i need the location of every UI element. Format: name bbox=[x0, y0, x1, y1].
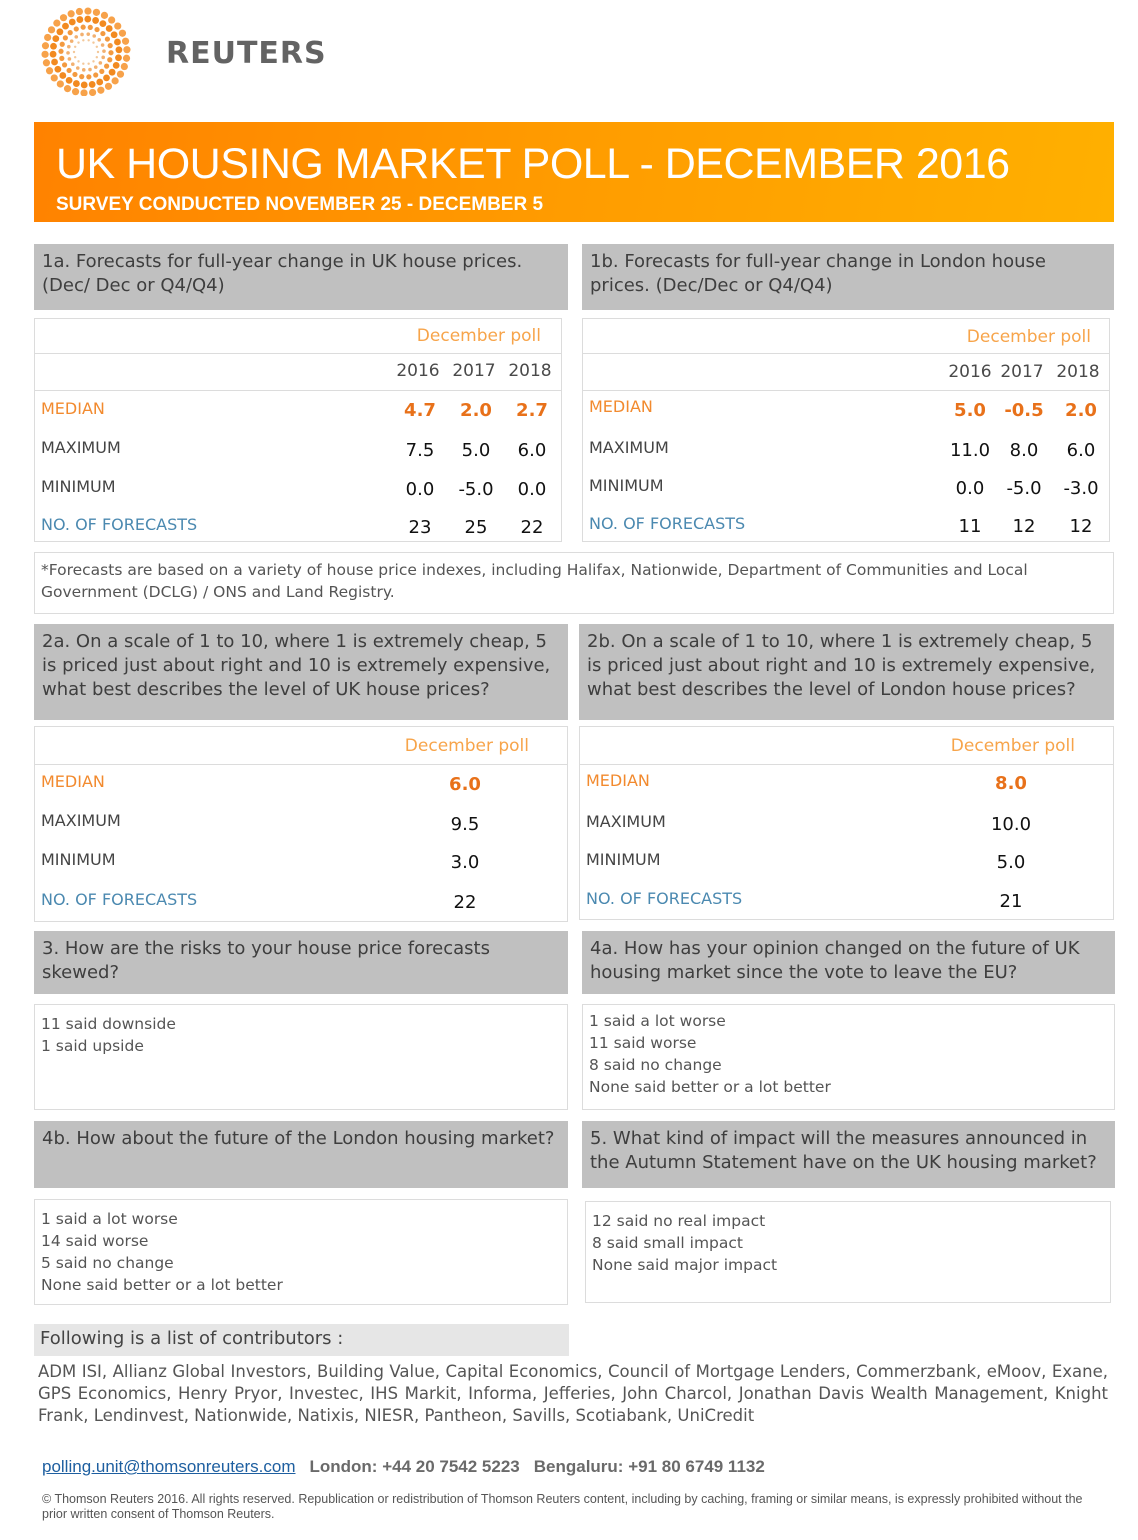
logo-dot bbox=[53, 20, 60, 27]
answers-4a bbox=[582, 1004, 1115, 1110]
minimum-value: -5.0 bbox=[1006, 478, 1042, 499]
question-2b: 2b. On a scale of 1 to 10, where 1 is extremely cheap, 5 is priced just about right and 10 is extremely expensive, what best describes the level of London house prices? bbox=[579, 624, 1114, 720]
logo-dot bbox=[97, 87, 104, 94]
logo-dot bbox=[69, 19, 76, 26]
answer-item: 11 said worse bbox=[589, 1034, 697, 1052]
answer-item: 14 said worse bbox=[41, 1232, 149, 1250]
logo-dot bbox=[81, 82, 88, 89]
reuters-logo-icon bbox=[36, 6, 136, 96]
logo-dot bbox=[71, 62, 75, 66]
maximum-value: 6.0 bbox=[1066, 440, 1096, 461]
maximum-value: 10.0 bbox=[990, 814, 1032, 835]
row-label-median: MEDIAN bbox=[589, 397, 653, 416]
question-2a: 2a. On a scale of 1 to 10, where 1 is extremely cheap, 5 is priced just about right and 10 is extremely expensive, what best describes the level of UK house prices? bbox=[34, 624, 568, 720]
logo-dot bbox=[92, 60, 94, 62]
logo-dot bbox=[64, 85, 71, 92]
row-label-minimum: MINIMUM bbox=[589, 476, 664, 495]
logo-dot bbox=[66, 77, 73, 84]
logo-dot bbox=[108, 16, 115, 23]
logo-dot bbox=[76, 8, 83, 15]
question-3: 3. How are the risks to your house price forecasts skewed? bbox=[34, 931, 568, 994]
count-value: 11 bbox=[958, 516, 982, 537]
logo-dot bbox=[77, 60, 79, 62]
answer-item: 1 said upside bbox=[41, 1037, 144, 1055]
maximum-value: 9.5 bbox=[450, 814, 480, 835]
logo-dot bbox=[84, 7, 91, 14]
logo-dot bbox=[74, 26, 79, 31]
logo-dot bbox=[68, 30, 73, 35]
logo-dot bbox=[112, 77, 119, 84]
logo-dot bbox=[74, 56, 76, 58]
contact-line bbox=[42, 1457, 765, 1477]
logo-dot bbox=[108, 50, 113, 55]
logo-dot bbox=[51, 74, 58, 81]
logo-dot bbox=[60, 14, 67, 21]
median-value: 5.0 bbox=[954, 400, 986, 421]
bengaluru-phone: Bengaluru: +91 80 6749 1132 bbox=[533, 1457, 765, 1476]
row-label-minimum: MINIMUM bbox=[586, 850, 661, 869]
forecast-footnote: *Forecasts are based on a variety of house price indexes, including Halifax, Nationwide, Department of Communities and Local Government (DCLG) / ONS and Land Registry. bbox=[34, 552, 1114, 614]
logo-dot bbox=[48, 26, 55, 33]
logo-dot bbox=[97, 51, 99, 53]
logo-dot bbox=[114, 22, 121, 29]
question-1a: 1a. Forecasts for full-year change in UK house prices. (Dec/ Dec or Q4/Q4) bbox=[34, 244, 568, 310]
logo-dot bbox=[101, 12, 108, 19]
logo-dot bbox=[46, 67, 53, 74]
count-value: 22 bbox=[520, 517, 544, 538]
answer-item: 1 said a lot worse bbox=[589, 1012, 726, 1030]
median-value: 6.0 bbox=[449, 774, 481, 795]
median-value: 4.7 bbox=[404, 400, 436, 421]
logo-dot bbox=[114, 39, 121, 46]
count-value: 12 bbox=[1069, 516, 1093, 537]
page-title: UK HOUSING MARKET POLL - DECEMBER 2016 bbox=[56, 140, 1010, 188]
logo-dot bbox=[44, 34, 51, 41]
answers-5 bbox=[585, 1201, 1111, 1303]
logo-dot bbox=[109, 69, 116, 76]
contributors-heading: Following is a list of contributors : bbox=[34, 1324, 569, 1356]
logo-dot bbox=[108, 43, 113, 48]
count-value: 22 bbox=[453, 892, 477, 913]
answer-item: None said better or a lot better bbox=[41, 1276, 283, 1294]
count-value: 21 bbox=[999, 891, 1023, 912]
logo-dot bbox=[66, 51, 70, 55]
minimum-value: 0.0 bbox=[955, 478, 985, 499]
count-value: 23 bbox=[408, 517, 432, 538]
logo-dot bbox=[101, 43, 105, 47]
logo-dot bbox=[123, 55, 130, 62]
year-header: 2016 bbox=[948, 362, 992, 382]
logo-dot bbox=[70, 39, 74, 43]
logo-dot bbox=[68, 10, 75, 17]
logo-dot bbox=[107, 57, 112, 62]
year-header: 2016 bbox=[396, 361, 440, 381]
row-label-minimum: MINIMUM bbox=[41, 850, 116, 869]
logo-dot bbox=[84, 16, 91, 23]
answer-item: None said better or a lot better bbox=[589, 1078, 831, 1096]
answers-3 bbox=[34, 1004, 568, 1110]
logo-dot bbox=[67, 45, 71, 49]
logo-dot bbox=[63, 35, 68, 40]
row-label-count: NO. OF FORECASTS bbox=[41, 890, 198, 909]
logo-dot bbox=[92, 17, 99, 24]
row-label-count: NO. OF FORECASTS bbox=[589, 514, 746, 533]
year-header: 2018 bbox=[508, 361, 552, 381]
row-label-count: NO. OF FORECASTS bbox=[41, 515, 198, 534]
answer-item: 12 said no real impact bbox=[592, 1212, 766, 1230]
logo-dot bbox=[51, 59, 58, 66]
logo-dot bbox=[60, 42, 65, 47]
answers-4b bbox=[34, 1199, 568, 1305]
row-label-maximum: MAXIMUM bbox=[589, 438, 669, 457]
logo-dot bbox=[93, 9, 100, 16]
answer-item: 1 said a lot worse bbox=[41, 1210, 178, 1228]
logo-dot bbox=[43, 59, 50, 66]
logo-dot bbox=[62, 62, 67, 67]
logo-dot bbox=[100, 31, 105, 36]
logo-dot bbox=[50, 43, 57, 50]
logo-dot bbox=[80, 89, 87, 96]
row-label-minimum: MINIMUM bbox=[41, 477, 116, 496]
logo-dot bbox=[123, 46, 130, 53]
median-value: 8.0 bbox=[995, 773, 1027, 794]
row-label-median: MEDIAN bbox=[586, 771, 650, 790]
maximum-value: 7.5 bbox=[405, 440, 435, 461]
logo-dot bbox=[113, 62, 120, 69]
maximum-value: 6.0 bbox=[517, 440, 547, 461]
median-value: 2.0 bbox=[460, 400, 492, 421]
logo-dot bbox=[73, 51, 75, 53]
logo-dot bbox=[92, 41, 94, 43]
table-2b bbox=[579, 726, 1114, 920]
logo-dot bbox=[88, 68, 92, 72]
logo-dot bbox=[104, 64, 109, 69]
table-1b bbox=[582, 318, 1110, 542]
logo-dot bbox=[93, 72, 98, 77]
maximum-value: 8.0 bbox=[1009, 440, 1039, 461]
row-label-median: MEDIAN bbox=[41, 399, 105, 418]
median-value: -0.5 bbox=[1004, 400, 1044, 421]
answer-item: 8 said small impact bbox=[592, 1234, 743, 1252]
question-4a: 4a. How has your opinion changed on the future of UK housing market since the vote to leave the EU? bbox=[582, 931, 1115, 994]
logo-dot bbox=[97, 38, 101, 42]
survey-dates: SURVEY CONDUCTED NOVEMBER 25 - DECEMBER 5 bbox=[56, 194, 544, 215]
row-label-count: NO. OF FORECASTS bbox=[586, 889, 743, 908]
logo-dot bbox=[79, 74, 84, 79]
logo-dot bbox=[111, 31, 118, 38]
london-phone: London: +44 20 7542 5223 bbox=[309, 1457, 520, 1476]
logo-dot bbox=[105, 36, 110, 41]
answer-item: None said major impact bbox=[592, 1256, 778, 1274]
count-value: 12 bbox=[1012, 516, 1036, 537]
logo-dot bbox=[82, 68, 86, 72]
logo-dot bbox=[89, 89, 96, 96]
logo-dot bbox=[77, 41, 79, 43]
answer-item: 11 said downside bbox=[41, 1015, 176, 1033]
logo-dot bbox=[86, 74, 91, 79]
row-label-maximum: MAXIMUM bbox=[41, 811, 121, 830]
logo-dot bbox=[66, 68, 71, 73]
logo-dot bbox=[96, 46, 98, 48]
answer-item: 8 said no change bbox=[589, 1056, 722, 1074]
logo-dot bbox=[102, 49, 106, 53]
logo-dot bbox=[105, 83, 112, 90]
logo-dot bbox=[73, 80, 80, 87]
poll-label: December poll bbox=[416, 326, 541, 346]
logo-dot bbox=[68, 57, 72, 61]
logo-dot bbox=[122, 38, 129, 45]
reuters-logo bbox=[36, 6, 336, 96]
answer-item: 5 said no change bbox=[41, 1254, 174, 1272]
count-value: 25 bbox=[464, 517, 488, 538]
logo-dot bbox=[101, 56, 105, 60]
logo-dot bbox=[88, 25, 93, 30]
table-2a bbox=[34, 726, 568, 922]
median-value: 2.7 bbox=[516, 400, 548, 421]
poll-label: December poll bbox=[950, 736, 1075, 756]
email-link[interactable]: polling.unit@thomsonreuters.com bbox=[42, 1457, 296, 1476]
logo-dot bbox=[116, 46, 123, 53]
contributors-list: ADM ISI, Allianz Global Investors, Building Value, Capital Economics, Council of Mortgage Lenders, Commerzbank, eMoov, Exane, GPS Economics, Henry Pryor, Investec, IHS Markit, Informa, Jefferies, John Charcol, Jonathan Davis Wealth Management, Knight Frank, Lendinvest, Nationwide, Natixis, NIESR, Pantheon, Savills, Scotiabank, UniCredit bbox=[38, 1362, 1108, 1425]
logo-dot bbox=[81, 25, 86, 30]
year-header: 2018 bbox=[1056, 362, 1100, 382]
poll-label: December poll bbox=[966, 327, 1091, 347]
minimum-value: 0.0 bbox=[517, 479, 547, 500]
logo-dot bbox=[41, 51, 48, 58]
year-header: 2017 bbox=[1000, 362, 1044, 382]
logo-dot bbox=[74, 46, 76, 48]
logo-dot bbox=[94, 65, 98, 69]
logo-dot bbox=[52, 35, 59, 42]
logo-dot bbox=[76, 16, 83, 23]
logo-dot bbox=[54, 66, 61, 73]
question-4b: 4b. How about the future of the London housing market? bbox=[34, 1121, 568, 1188]
logo-dot bbox=[87, 39, 89, 41]
logo-dot bbox=[94, 27, 99, 32]
logo-dot bbox=[82, 39, 84, 41]
maximum-value: 11.0 bbox=[949, 440, 991, 461]
logo-dot bbox=[86, 32, 90, 36]
logo-dot bbox=[80, 33, 84, 37]
maximum-value: 5.0 bbox=[461, 440, 491, 461]
poll-label: December poll bbox=[404, 736, 529, 756]
copyright-notice: © Thomson Reuters 2016. All rights reserved. Republication or redistribution of Thomson Reuters content, including by caching, framing or similar means, is expressly prohibited without the prior written consent of Thomson Reuters. bbox=[42, 1492, 1083, 1521]
logo-dot bbox=[99, 61, 103, 65]
logo-dot bbox=[106, 25, 113, 32]
logo-dot bbox=[96, 56, 98, 58]
row-label-median: MEDIAN bbox=[41, 772, 105, 791]
row-label-maximum: MAXIMUM bbox=[586, 812, 666, 831]
logo-dot bbox=[89, 81, 96, 88]
title-banner bbox=[34, 122, 1114, 222]
logo-dot bbox=[115, 54, 122, 61]
logo-dot bbox=[87, 62, 89, 64]
logo-dot bbox=[62, 23, 69, 30]
logo-dot bbox=[59, 56, 64, 61]
logo-dot bbox=[76, 66, 80, 70]
question-5: 5. What kind of impact will the measures announced in the Autumn Statement have on the UK housing market? bbox=[582, 1121, 1115, 1188]
logo-dot bbox=[96, 79, 103, 86]
table-1a bbox=[34, 318, 562, 542]
logo-dot bbox=[117, 71, 124, 78]
logo-dot bbox=[119, 30, 126, 37]
question-1b: 1b. Forecasts for full-year change in London house prices. (Dec/Dec or Q4/Q4) bbox=[582, 244, 1114, 310]
logo-dot bbox=[72, 72, 77, 77]
logo-dot bbox=[99, 20, 106, 27]
logo-dot bbox=[103, 74, 110, 81]
logo-dot bbox=[42, 42, 49, 49]
logo-dot bbox=[92, 34, 96, 38]
logo-dot bbox=[121, 63, 128, 70]
median-value: 2.0 bbox=[1065, 400, 1097, 421]
logo-dot bbox=[74, 35, 78, 39]
minimum-value: -5.0 bbox=[458, 479, 494, 500]
minimum-value: 0.0 bbox=[405, 479, 435, 500]
logo-dot bbox=[57, 80, 64, 87]
logo-dot bbox=[99, 69, 104, 74]
logo-dot bbox=[50, 51, 57, 58]
year-header: 2017 bbox=[452, 361, 496, 381]
logo-dot bbox=[59, 72, 66, 79]
logo-dot bbox=[56, 28, 63, 35]
minimum-value: -3.0 bbox=[1063, 478, 1099, 499]
logo-dot bbox=[72, 88, 79, 95]
minimum-value: 5.0 bbox=[996, 852, 1026, 873]
logo-dot bbox=[58, 49, 63, 54]
logo-dot bbox=[82, 62, 84, 64]
logo-wordmark: REUTERS bbox=[166, 36, 327, 71]
row-label-maximum: MAXIMUM bbox=[41, 438, 121, 457]
minimum-value: 3.0 bbox=[450, 852, 480, 873]
